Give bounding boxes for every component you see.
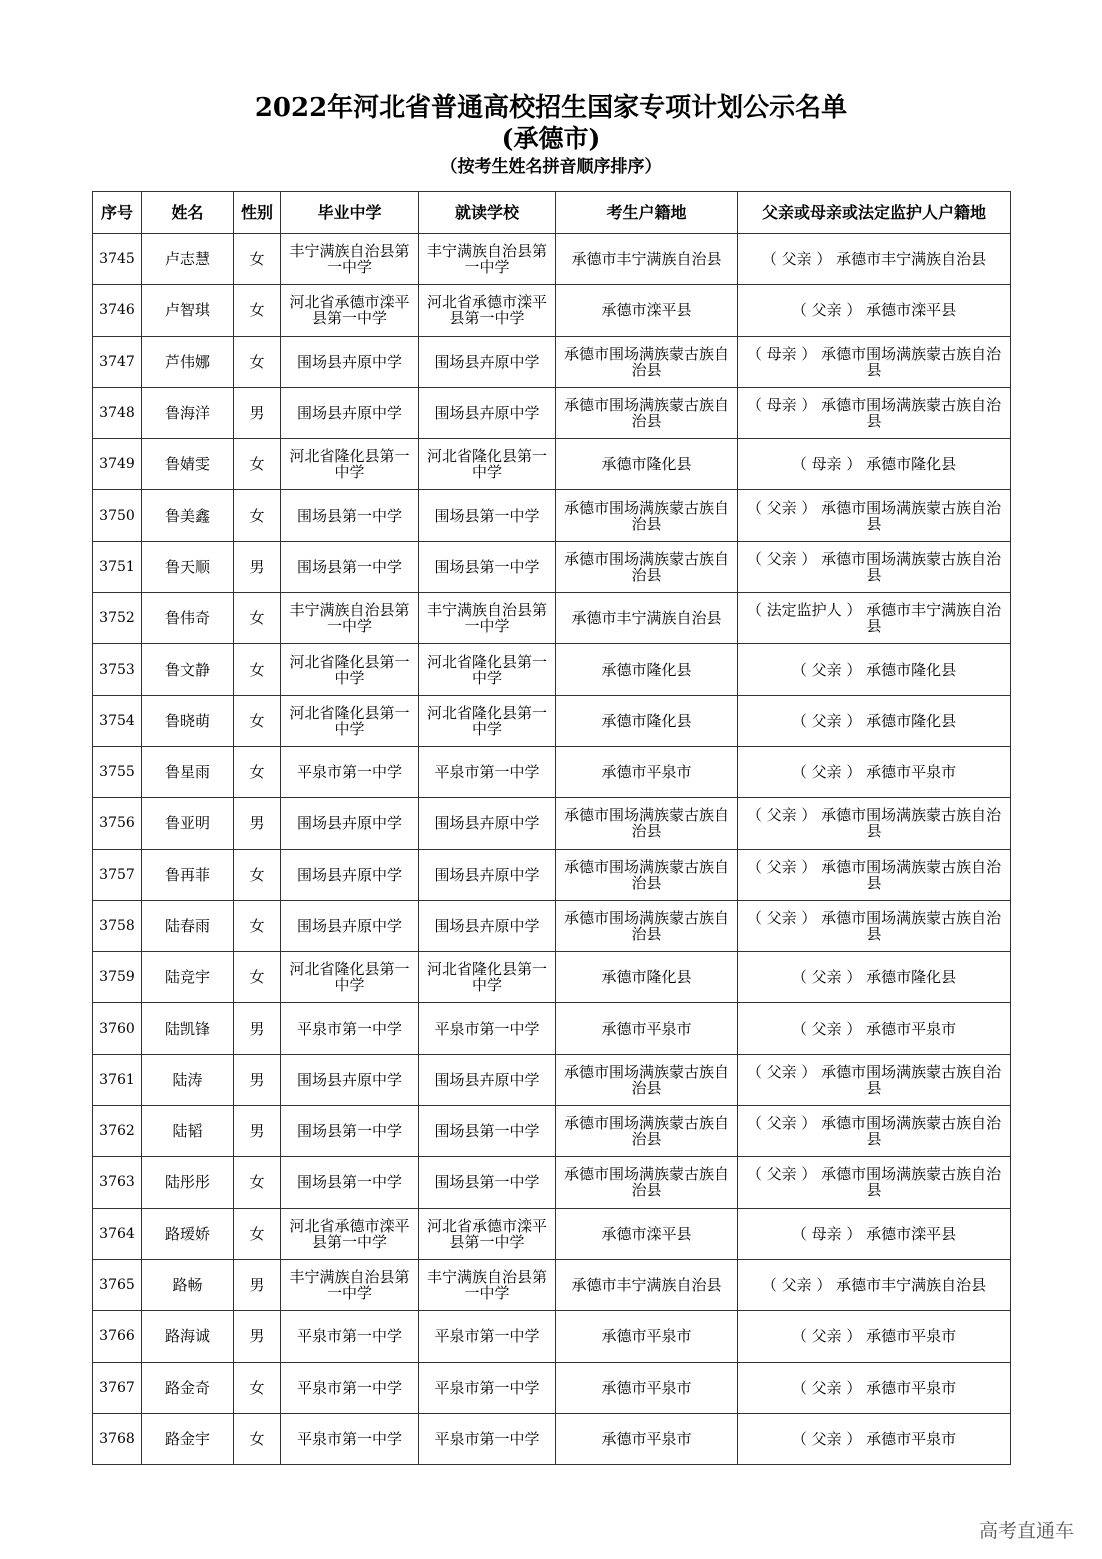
cell-household-registration: 承德市围场满族蒙古族自治县 bbox=[556, 387, 738, 438]
applicant-table bbox=[92, 191, 1011, 1465]
cell-seq: 3761 bbox=[93, 1054, 142, 1105]
cell-name: 路畅 bbox=[142, 1259, 234, 1310]
cell-household-registration: 承德市滦平县 bbox=[556, 285, 738, 336]
cell-graduation-school: 围场县卉原中学 bbox=[281, 798, 419, 849]
cell-current-school: 丰宁满族自治县第一中学 bbox=[419, 234, 556, 285]
cell-graduation-school: 河北省承德市滦平县第一中学 bbox=[281, 285, 419, 336]
table-row bbox=[93, 439, 1011, 490]
cell-name: 鲁美鑫 bbox=[142, 490, 234, 541]
cell-guardian-registration: （ 母亲 ） 承德市滦平县 bbox=[738, 1208, 1011, 1259]
cell-gender: 女 bbox=[234, 593, 281, 644]
cell-guardian-registration: （ 父亲 ） 承德市平泉市 bbox=[738, 746, 1011, 797]
cell-guardian-registration: （ 父亲 ） 承德市丰宁满族自治县 bbox=[738, 1259, 1011, 1310]
cell-current-school: 平泉市第一中学 bbox=[419, 1003, 556, 1054]
cell-current-school: 围场县卉原中学 bbox=[419, 900, 556, 951]
table-row bbox=[93, 234, 1011, 285]
cell-name: 路海诚 bbox=[142, 1311, 234, 1362]
cell-current-school: 围场县卉原中学 bbox=[419, 1054, 556, 1105]
table-row bbox=[93, 644, 1011, 695]
cell-seq: 3754 bbox=[93, 695, 142, 746]
cell-name: 路瑷娇 bbox=[142, 1208, 234, 1259]
cell-guardian-registration: （ 父亲 ） 承德市围场满族蒙古族自治县 bbox=[738, 1157, 1011, 1208]
table-row bbox=[93, 387, 1011, 438]
cell-guardian-registration: （ 父亲 ） 承德市平泉市 bbox=[738, 1311, 1011, 1362]
cell-guardian-registration: （ 父亲 ） 承德市丰宁满族自治县 bbox=[738, 234, 1011, 285]
table-row bbox=[93, 1311, 1011, 1362]
table-row bbox=[93, 1208, 1011, 1259]
cell-seq: 3763 bbox=[93, 1157, 142, 1208]
cell-seq: 3751 bbox=[93, 541, 142, 592]
cell-name: 鲁亚明 bbox=[142, 798, 234, 849]
cell-seq: 3757 bbox=[93, 849, 142, 900]
watermark-text: 高考直通车 bbox=[978, 1520, 1074, 1542]
cell-guardian-registration: （ 父亲 ） 承德市围场满族蒙古族自治县 bbox=[738, 490, 1011, 541]
cell-gender: 男 bbox=[234, 1106, 281, 1157]
cell-gender: 女 bbox=[234, 644, 281, 695]
cell-household-registration: 承德市隆化县 bbox=[556, 439, 738, 490]
cell-gender: 女 bbox=[234, 1362, 281, 1413]
cell-seq: 3746 bbox=[93, 285, 142, 336]
cell-graduation-school: 平泉市第一中学 bbox=[281, 1362, 419, 1413]
cell-gender: 女 bbox=[234, 1413, 281, 1464]
cell-gender: 男 bbox=[234, 541, 281, 592]
header-gender: 性别 bbox=[234, 192, 281, 234]
cell-gender: 男 bbox=[234, 798, 281, 849]
table-row bbox=[93, 541, 1011, 592]
table-row bbox=[93, 900, 1011, 951]
table-row bbox=[93, 1003, 1011, 1054]
cell-seq: 3759 bbox=[93, 952, 142, 1003]
cell-graduation-school: 丰宁满族自治县第一中学 bbox=[281, 1259, 419, 1310]
table-row bbox=[93, 849, 1011, 900]
cell-current-school: 河北省承德市滦平县第一中学 bbox=[419, 285, 556, 336]
cell-gender: 女 bbox=[234, 900, 281, 951]
cell-current-school: 平泉市第一中学 bbox=[419, 746, 556, 797]
cell-household-registration: 承德市平泉市 bbox=[556, 1413, 738, 1464]
cell-guardian-registration: （ 父亲 ） 承德市平泉市 bbox=[738, 1362, 1011, 1413]
cell-household-registration: 承德市隆化县 bbox=[556, 695, 738, 746]
cell-name: 路金宇 bbox=[142, 1413, 234, 1464]
cell-current-school: 围场县卉原中学 bbox=[419, 849, 556, 900]
cell-name: 鲁伟奇 bbox=[142, 593, 234, 644]
header-graduation-school: 毕业中学 bbox=[281, 192, 419, 234]
table-row bbox=[93, 490, 1011, 541]
table-row bbox=[93, 695, 1011, 746]
cell-gender: 女 bbox=[234, 1208, 281, 1259]
cell-household-registration: 承德市围场满族蒙古族自治县 bbox=[556, 849, 738, 900]
cell-gender: 男 bbox=[234, 1003, 281, 1054]
cell-household-registration: 承德市丰宁满族自治县 bbox=[556, 1259, 738, 1310]
cell-household-registration: 承德市围场满族蒙古族自治县 bbox=[556, 490, 738, 541]
cell-household-registration: 承德市围场满族蒙古族自治县 bbox=[556, 336, 738, 387]
header-current-school: 就读学校 bbox=[419, 192, 556, 234]
cell-household-registration: 承德市围场满族蒙古族自治县 bbox=[556, 900, 738, 951]
table-row bbox=[93, 798, 1011, 849]
cell-graduation-school: 围场县卉原中学 bbox=[281, 336, 419, 387]
cell-graduation-school: 围场县第一中学 bbox=[281, 1106, 419, 1157]
cell-household-registration: 承德市平泉市 bbox=[556, 1003, 738, 1054]
table-row bbox=[93, 336, 1011, 387]
cell-seq: 3748 bbox=[93, 387, 142, 438]
cell-seq: 3753 bbox=[93, 644, 142, 695]
cell-guardian-registration: （ 父亲 ） 承德市隆化县 bbox=[738, 952, 1011, 1003]
cell-gender: 男 bbox=[234, 1054, 281, 1105]
cell-name: 卢志慧 bbox=[142, 234, 234, 285]
cell-current-school: 围场县第一中学 bbox=[419, 541, 556, 592]
header-guardian-registration: 父亲或母亲或法定监护人户籍地 bbox=[738, 192, 1011, 234]
header-household-registration: 考生户籍地 bbox=[556, 192, 738, 234]
cell-household-registration: 承德市围场满族蒙古族自治县 bbox=[556, 1106, 738, 1157]
cell-current-school: 围场县第一中学 bbox=[419, 1106, 556, 1157]
cell-current-school: 平泉市第一中学 bbox=[419, 1311, 556, 1362]
cell-graduation-school: 平泉市第一中学 bbox=[281, 1311, 419, 1362]
table-row bbox=[93, 746, 1011, 797]
cell-current-school: 围场县第一中学 bbox=[419, 1157, 556, 1208]
cell-graduation-school: 河北省隆化县第一中学 bbox=[281, 952, 419, 1003]
cell-graduation-school: 围场县第一中学 bbox=[281, 1157, 419, 1208]
cell-graduation-school: 围场县卉原中学 bbox=[281, 1054, 419, 1105]
cell-gender: 男 bbox=[234, 1259, 281, 1310]
cell-current-school: 平泉市第一中学 bbox=[419, 1362, 556, 1413]
cell-current-school: 围场县第一中学 bbox=[419, 490, 556, 541]
table-header-row bbox=[93, 192, 1011, 234]
cell-guardian-registration: （ 父亲 ） 承德市平泉市 bbox=[738, 1413, 1011, 1464]
cell-guardian-registration: （ 父亲 ） 承德市围场满族蒙古族自治县 bbox=[738, 849, 1011, 900]
cell-seq: 3765 bbox=[93, 1259, 142, 1310]
cell-gender: 女 bbox=[234, 695, 281, 746]
cell-gender: 女 bbox=[234, 234, 281, 285]
cell-name: 鲁晓萌 bbox=[142, 695, 234, 746]
cell-seq: 3750 bbox=[93, 490, 142, 541]
cell-name: 陆韬 bbox=[142, 1106, 234, 1157]
cell-graduation-school: 平泉市第一中学 bbox=[281, 746, 419, 797]
table-row bbox=[93, 1259, 1011, 1310]
cell-guardian-registration: （ 法定监护人 ） 承德市丰宁满族自治县 bbox=[738, 593, 1011, 644]
page-subtitle-city: (承德市) bbox=[501, 124, 601, 153]
cell-guardian-registration: （ 父亲 ） 承德市平泉市 bbox=[738, 1003, 1011, 1054]
cell-gender: 男 bbox=[234, 387, 281, 438]
cell-gender: 女 bbox=[234, 849, 281, 900]
cell-gender: 女 bbox=[234, 336, 281, 387]
cell-name: 陆凯锋 bbox=[142, 1003, 234, 1054]
cell-seq: 3749 bbox=[93, 439, 142, 490]
cell-guardian-registration: （ 母亲 ） 承德市围场满族蒙古族自治县 bbox=[738, 336, 1011, 387]
cell-seq: 3762 bbox=[93, 1106, 142, 1157]
cell-gender: 女 bbox=[234, 490, 281, 541]
cell-graduation-school: 平泉市第一中学 bbox=[281, 1413, 419, 1464]
cell-seq: 3756 bbox=[93, 798, 142, 849]
table-row bbox=[93, 593, 1011, 644]
cell-household-registration: 承德市滦平县 bbox=[556, 1208, 738, 1259]
table-row bbox=[93, 1157, 1011, 1208]
cell-gender: 女 bbox=[234, 746, 281, 797]
cell-seq: 3764 bbox=[93, 1208, 142, 1259]
cell-graduation-school: 河北省承德市滦平县第一中学 bbox=[281, 1208, 419, 1259]
cell-household-registration: 承德市隆化县 bbox=[556, 644, 738, 695]
cell-gender: 女 bbox=[234, 439, 281, 490]
table-row bbox=[93, 1413, 1011, 1464]
cell-guardian-registration: （ 父亲 ） 承德市隆化县 bbox=[738, 695, 1011, 746]
cell-name: 陆涛 bbox=[142, 1054, 234, 1105]
cell-household-registration: 承德市平泉市 bbox=[556, 746, 738, 797]
cell-name: 鲁海洋 bbox=[142, 387, 234, 438]
cell-seq: 3767 bbox=[93, 1362, 142, 1413]
table-row bbox=[93, 952, 1011, 1003]
cell-name: 鲁婧雯 bbox=[142, 439, 234, 490]
cell-name: 陆春雨 bbox=[142, 900, 234, 951]
cell-name: 鲁天顺 bbox=[142, 541, 234, 592]
table-row bbox=[93, 1106, 1011, 1157]
cell-seq: 3760 bbox=[93, 1003, 142, 1054]
cell-current-school: 围场县卉原中学 bbox=[419, 798, 556, 849]
cell-name: 路金奇 bbox=[142, 1362, 234, 1413]
cell-household-registration: 承德市平泉市 bbox=[556, 1311, 738, 1362]
cell-seq: 3745 bbox=[93, 234, 142, 285]
cell-seq: 3752 bbox=[93, 593, 142, 644]
cell-seq: 3747 bbox=[93, 336, 142, 387]
cell-household-registration: 承德市围场满族蒙古族自治县 bbox=[556, 1054, 738, 1105]
cell-seq: 3758 bbox=[93, 900, 142, 951]
cell-current-school: 丰宁满族自治县第一中学 bbox=[419, 1259, 556, 1310]
cell-seq: 3768 bbox=[93, 1413, 142, 1464]
page-subtitle-sort-note: （按考生姓名拼音顺序排序） bbox=[440, 157, 662, 177]
cell-graduation-school: 丰宁满族自治县第一中学 bbox=[281, 234, 419, 285]
table-row bbox=[93, 1362, 1011, 1413]
cell-current-school: 丰宁满族自治县第一中学 bbox=[419, 593, 556, 644]
cell-guardian-registration: （ 父亲 ） 承德市滦平县 bbox=[738, 285, 1011, 336]
cell-guardian-registration: （ 父亲 ） 承德市围场满族蒙古族自治县 bbox=[738, 1054, 1011, 1105]
cell-name: 陆彤彤 bbox=[142, 1157, 234, 1208]
cell-current-school: 河北省隆化县第一中学 bbox=[419, 439, 556, 490]
header-seq: 序号 bbox=[93, 192, 142, 234]
cell-name: 陆竞宇 bbox=[142, 952, 234, 1003]
cell-graduation-school: 丰宁满族自治县第一中学 bbox=[281, 593, 419, 644]
cell-guardian-registration: （ 父亲 ） 承德市围场满族蒙古族自治县 bbox=[738, 541, 1011, 592]
cell-guardian-registration: （ 父亲 ） 承德市围场满族蒙古族自治县 bbox=[738, 900, 1011, 951]
cell-graduation-school: 平泉市第一中学 bbox=[281, 1003, 419, 1054]
cell-household-registration: 承德市丰宁满族自治县 bbox=[556, 234, 738, 285]
cell-name: 鲁星雨 bbox=[142, 746, 234, 797]
cell-current-school: 平泉市第一中学 bbox=[419, 1413, 556, 1464]
cell-household-registration: 承德市围场满族蒙古族自治县 bbox=[556, 798, 738, 849]
cell-graduation-school: 围场县卉原中学 bbox=[281, 900, 419, 951]
cell-household-registration: 承德市围场满族蒙古族自治县 bbox=[556, 1157, 738, 1208]
cell-gender: 男 bbox=[234, 1311, 281, 1362]
cell-current-school: 河北省隆化县第一中学 bbox=[419, 952, 556, 1003]
cell-household-registration: 承德市隆化县 bbox=[556, 952, 738, 1003]
cell-graduation-school: 围场县第一中学 bbox=[281, 490, 419, 541]
cell-graduation-school: 围场县卉原中学 bbox=[281, 387, 419, 438]
cell-current-school: 河北省承德市滦平县第一中学 bbox=[419, 1208, 556, 1259]
cell-gender: 女 bbox=[234, 285, 281, 336]
header-name: 姓名 bbox=[142, 192, 234, 234]
cell-name: 鲁文静 bbox=[142, 644, 234, 695]
cell-guardian-registration: （ 母亲 ） 承德市隆化县 bbox=[738, 439, 1011, 490]
cell-household-registration: 承德市平泉市 bbox=[556, 1362, 738, 1413]
cell-graduation-school: 围场县第一中学 bbox=[281, 541, 419, 592]
cell-graduation-school: 河北省隆化县第一中学 bbox=[281, 644, 419, 695]
cell-gender: 女 bbox=[234, 1157, 281, 1208]
cell-gender: 女 bbox=[234, 952, 281, 1003]
cell-name: 芦伟娜 bbox=[142, 336, 234, 387]
cell-guardian-registration: （ 母亲 ） 承德市围场满族蒙古族自治县 bbox=[738, 387, 1011, 438]
cell-graduation-school: 围场县卉原中学 bbox=[281, 849, 419, 900]
cell-household-registration: 承德市围场满族蒙古族自治县 bbox=[556, 541, 738, 592]
cell-current-school: 河北省隆化县第一中学 bbox=[419, 644, 556, 695]
table-row bbox=[93, 1054, 1011, 1105]
cell-current-school: 围场县卉原中学 bbox=[419, 387, 556, 438]
page-title: 2022年河北省普通高校招生国家专项计划公示名单 bbox=[254, 93, 848, 123]
cell-seq: 3755 bbox=[93, 746, 142, 797]
cell-name: 鲁再菲 bbox=[142, 849, 234, 900]
cell-graduation-school: 河北省隆化县第一中学 bbox=[281, 695, 419, 746]
cell-household-registration: 承德市丰宁满族自治县 bbox=[556, 593, 738, 644]
cell-graduation-school: 河北省隆化县第一中学 bbox=[281, 439, 419, 490]
cell-current-school: 河北省隆化县第一中学 bbox=[419, 695, 556, 746]
cell-guardian-registration: （ 父亲 ） 承德市围场满族蒙古族自治县 bbox=[738, 798, 1011, 849]
cell-name: 卢智琪 bbox=[142, 285, 234, 336]
table-row bbox=[93, 285, 1011, 336]
cell-seq: 3766 bbox=[93, 1311, 142, 1362]
cell-current-school: 围场县卉原中学 bbox=[419, 336, 556, 387]
cell-guardian-registration: （ 父亲 ） 承德市围场满族蒙古族自治县 bbox=[738, 1106, 1011, 1157]
cell-guardian-registration: （ 父亲 ） 承德市隆化县 bbox=[738, 644, 1011, 695]
